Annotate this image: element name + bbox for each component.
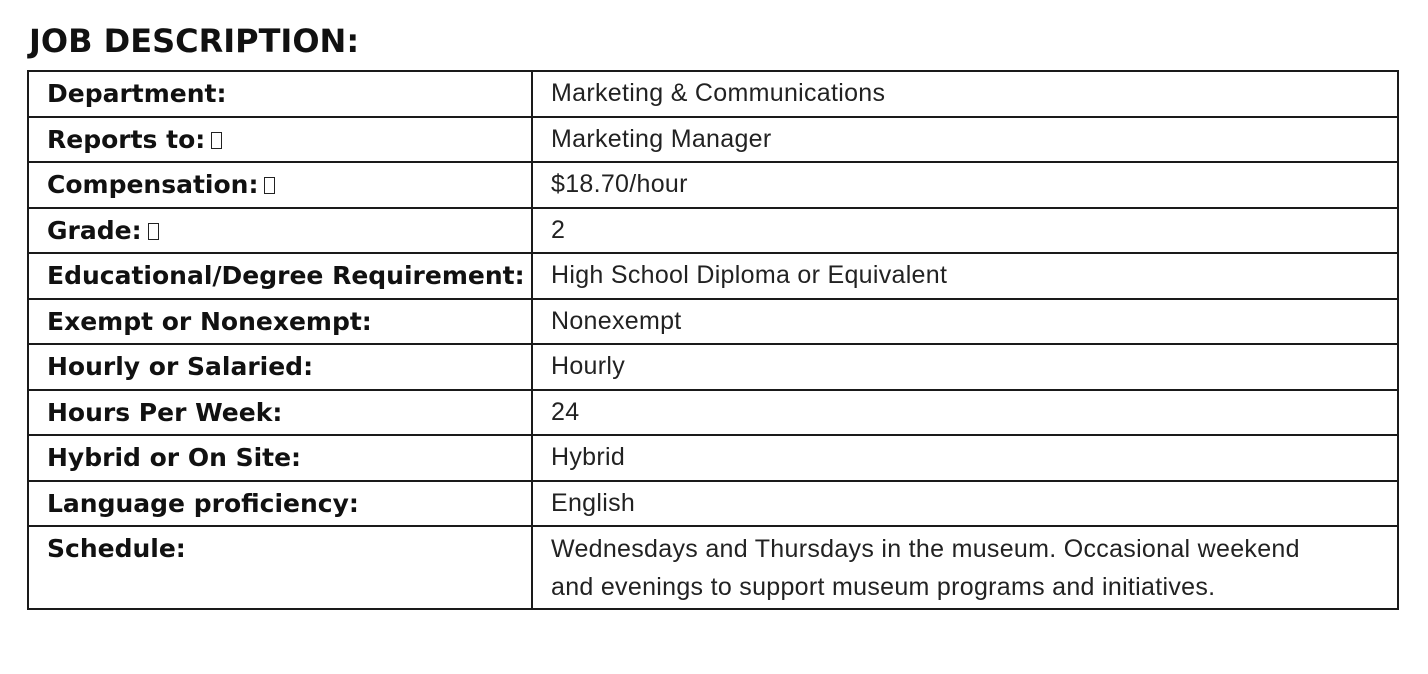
row-value: English (532, 481, 1398, 527)
row-label (28, 253, 532, 299)
row-value: $18.70/hour (532, 162, 1398, 208)
job-details-table (27, 70, 1399, 610)
row-label (28, 344, 532, 390)
row-label-text: Hours Per Week: (47, 397, 283, 427)
row-value: Hybrid (532, 435, 1398, 481)
table-row-compensation (28, 162, 1398, 208)
table-row-language (28, 481, 1398, 527)
row-value: Nonexempt (532, 299, 1398, 345)
row-label-text: Compensation: (47, 170, 259, 199)
table-row-hours-per-week (28, 390, 1398, 436)
row-label (28, 162, 532, 208)
row-label (28, 299, 532, 345)
row-label-text: Hourly or Salaried: (47, 352, 314, 381)
row-label-text: Department: (47, 79, 227, 108)
table-row-hourly-salaried (28, 344, 1398, 390)
missing-glyph-icon (264, 177, 275, 194)
row-value: Marketing & Communications (532, 71, 1398, 117)
table-row-schedule (28, 526, 1398, 609)
missing-glyph-icon (211, 132, 222, 149)
row-label (28, 390, 532, 436)
row-value: High School Diploma or Equivalent (532, 253, 1398, 299)
table-row-grade (28, 208, 1398, 254)
row-value: Wednesdays and Thursdays in the museum. Occasional weekend and evenings to support museum programs and initiatives. (532, 526, 1398, 609)
row-value: Marketing Manager (532, 117, 1398, 163)
row-value: 2 (532, 208, 1398, 254)
row-label (28, 117, 532, 163)
missing-glyph-icon (148, 223, 159, 240)
row-label-text: Educational/Degree Requirement: (47, 261, 525, 290)
row-label (28, 526, 532, 609)
row-value: Hourly (532, 344, 1398, 390)
table-row-department (28, 71, 1398, 117)
table-row-reports-to (28, 117, 1398, 163)
row-value: 24 (532, 390, 1398, 436)
table-row-hybrid-onsite (28, 435, 1398, 481)
row-label-text: Grade: (47, 215, 142, 245)
row-label (28, 481, 532, 527)
row-label (28, 435, 532, 481)
page-title: JOB DESCRIPTION: (29, 22, 360, 60)
table-row-education (28, 253, 1398, 299)
row-label-text: Hybrid or On Site: (47, 443, 302, 472)
table-row-exempt (28, 299, 1398, 345)
row-label-text: Language proficiency: (47, 488, 359, 518)
row-label (28, 208, 532, 254)
row-label-text: Reports to: (47, 124, 206, 154)
row-label (28, 71, 532, 117)
row-label-text: Exempt or Nonexempt: (47, 306, 372, 336)
row-label-text: Schedule: (47, 534, 186, 563)
